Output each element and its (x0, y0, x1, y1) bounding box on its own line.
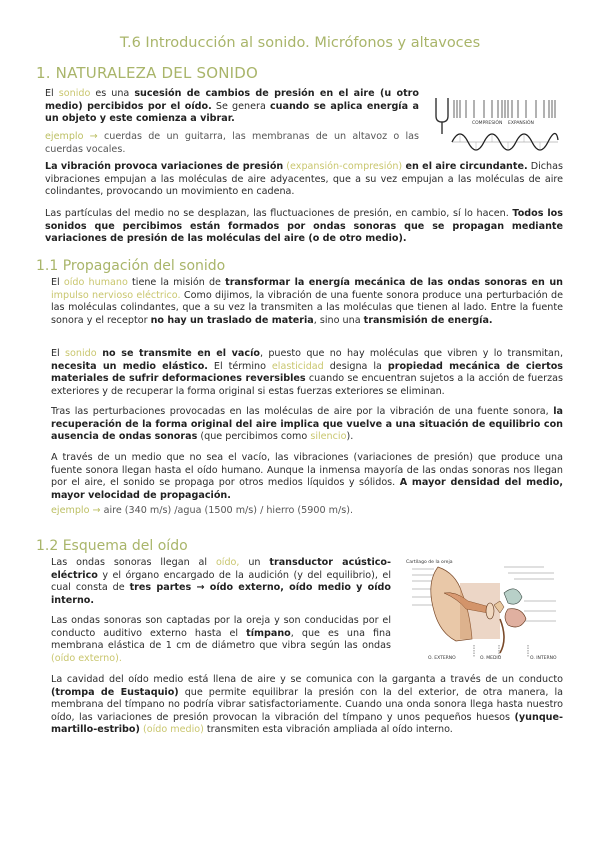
label-expansion: EXPANSIÓN (508, 121, 534, 126)
label-compression: COMPRESIÓN (472, 121, 503, 126)
section-heading-1-1: 1.1 Propagación del sonido (36, 258, 226, 274)
paragraph-equilibrio: Tras las perturbaciones provocadas en las moléculas de aire por la vibración de una fuente sonora, la recuperación de la forma original del aire implica que vuelve a una situación de equilibrio con ausencia de ondas sonoras (que percibimos como silencio). (51, 406, 563, 443)
ear-label-medio: O. MEDIO (480, 656, 502, 661)
sound-wave-figure (430, 90, 560, 162)
ear-diagram (404, 553, 566, 663)
paragraph-oido-medio: La cavidad del oído medio está llena de aire y se comunica con la garganta a través de un conducto (trompa de Eustaquio) que permite equilibrar la presión con la del exterior, de otra manera, la membrana del tímpano no podría vibrar satisfactoriamente. Cuando una onda sonora llega hasta nuestro oído, las variaciones de presión provocan la vibración del tímpano y unos pequeños huesos (yunque-martillo-estribo) (oído medio) transmiten esta vibración ampliada al oído interno. (51, 674, 563, 736)
example-vibration: ejemplo → cuerdas de un guitarra, las membranas de un altavoz o las cuerdas vocales. (45, 131, 420, 155)
paragraph-sonido-definicion: El sonido es una sucesión de cambios de presión en el aire (u otro medio) percibidos por el oído. Se genera cuando se aplica energía a un objeto y este comienza a vibrar. (45, 88, 419, 125)
paragraph-medios: A través de un medio que no sea el vacío, las vibraciones (variaciones de presión) que produce una fuente sonora llegan hasta el oído humano. Aunque la inmensa mayoría de las ondas sonoras nos llegan por el aire, el sonido se propaga por otros medios líquidos y sólidos. A mayor densidad del medio, mayor velocidad de propagación. (51, 452, 563, 501)
paragraph-vacio: El sonido no se transmite en el vacío, puesto que no hay moléculas que vibren y lo transmitan, necesita un medio elástico. El término elasticidad designa la propiedad mecánica de ciertos materiales de sufrir deformaciones reversibles cuando se encuentran sujetos a la acción de fuerzas exteriores y de recuperar la forma original si estas fuerzas exteriores se eliminan. (51, 348, 564, 397)
example-velocidades: ejemplo → aire (340 m/s) /agua (1500 m/s) / hierro (5900 m/s). (51, 505, 354, 516)
section-heading-1: 1. NATURALEZA DEL SONIDO (36, 64, 259, 82)
paragraph-vibracion: La vibración provoca variaciones de presión (expansión-compresión) en el aire circundante. Dichas vibraciones empujan a las moléculas de aire adyacentes, que a su vez empujan a las moléculas de aire colindantes, provocando un movimiento en cadena. (45, 161, 563, 198)
ear-label-externo: O. EXTERNO (428, 656, 456, 661)
ear-label-interno: O. INTERNO (530, 656, 557, 661)
ear-label-cartilago: Cartílago de la oreja (406, 560, 453, 565)
paragraph-oido-partes: Las ondas sonoras llegan al oído, un transductor acústico-eléctrico y el órgano encargado de la audición (y del equilibrio), el cual consta de tres partes → oído externo, oído medio y oído interno. (51, 557, 392, 606)
page-title: T.6 Introducción al sonido. Micrófonos y altavoces (119, 35, 481, 51)
paragraph-timpano: Las ondas sonoras son captadas por la oreja y son conducidas por el conducto auditivo externo hasta el tímpano, que es una fina membrana elástica de 1 cm de diámetro que vibra según las ondas (oído externo). (51, 615, 391, 664)
paragraph-oido-humano: El oído humano tiene la misión de transformar la energía mecánica de las ondas sonoras en un impulso nervioso eléctrico. Como dijimos, la vibración de una fuente sonora produce una perturbación de las moléculas colindantes, que a su vez la transmiten a las moléculas que tienen al lado. Entre la fuente sonora y el receptor no hay un traslado de materia, sino una transmisión de energía. (51, 277, 563, 326)
paragraph-particulas: Las partículas del medio no se desplazan, las fluctuaciones de presión, en cambio, sí lo hacen. Todos los sonidos que percibimos están formados por ondas sonoras que se propagan mediante variaciones de presión de las moléculas del aire (o de otro medio). (45, 208, 563, 245)
section-heading-1-2: 1.2 Esquema del oído (36, 538, 188, 554)
